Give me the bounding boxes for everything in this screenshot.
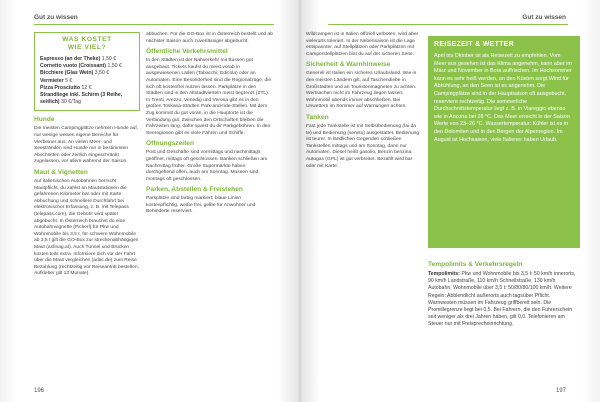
reisezeit-heading: REISEZEIT & WETTER [434, 41, 515, 48]
section-text-maut: Auf italienischen Autobahnen herrscht Mautpflicht, du zahlst an Mautstationen die gefahrenen Kilometer bar oder mit Karte. Abbuchung und schnellere Durchfahrt bei elektronischer Erfassung, z. B. mit Telepass (telepass.com), die Gebühr wird später abgebucht. In Österreich brauchst du eine Autobahnvignette (Pickerl) für Pkw und Wohnmobile bis 3,5 t, für schwere Wohnmobile ab 3,5 t gilt die GO-Box zur streckenabhängigen Maut (asfinag.at). Auch Tunnel und Brücken kosten teils extra. Informiere dich vor der Fahrt über die Maut vergleichen (adac.de) zum Reise. Bezahlung (rechtzeitig vor Reiseantritt bestellen, Aufkleber gilt 12 Monate). [34, 178, 139, 277]
tempo-lead: Tempolimits: [428, 271, 460, 277]
section-heading-hunde: Hunde [34, 116, 55, 124]
section-text-tempo [428, 271, 580, 329]
price-box-title [40, 36, 134, 52]
price-item [40, 92, 134, 106]
price-item [40, 56, 134, 63]
price-item [40, 85, 134, 92]
price-item [40, 78, 134, 85]
section-heading-tanken: Tanken [306, 113, 329, 121]
price-box [34, 32, 140, 111]
price-item-label: Pizza Prosciutto [40, 84, 81, 91]
section-text-parken: Parkplätze sind farbig markiert: blaue Linien kostenpflichtig, weiße frei, gelbe für Anwohner und Behinderte reserviert. [146, 196, 256, 215]
price-item-value: 5 € [65, 77, 73, 84]
section-heading-oeffnung: Öffnungszeiten [146, 140, 194, 148]
running-head: Gut zu wissen [34, 14, 78, 21]
price-item-label: Espresso (an der Theke) [40, 56, 101, 62]
section-heading-maut: Maut & Vignetten [34, 168, 88, 176]
page-number: 196 [34, 388, 45, 394]
running-head: Gut zu wissen [522, 14, 566, 21]
section-text-oeffnung: Post und Geschäfte sind vormittags und nachmittags geöffnet, mittags oft geschlossen. Banken schließen am Nachmittag früher. Große Supermärkte haben durchgehend offen, auch am Sonntag. Museen sind montags oft geschlossen. [146, 150, 268, 182]
price-item-value: 3,50 € [94, 70, 110, 77]
column-intro-text: abbuchen. Für die GO-Box ist in Österreich bestellt und ab nächster Saison auch zuverlässiger abgebucht. [146, 32, 273, 44]
price-item-label: Cornetto vuoto (Croissant) [40, 63, 106, 70]
section-heading-verkehr: Öffentliche Verkehrsmittel [146, 48, 228, 56]
price-box-title-line-1: WAS KOSTET [62, 36, 112, 43]
section-text-hunde: Die meisten Campingplätze nehmen Hunde auf, nur wenige weisen eigene Bereiche für Vierbeiner aus. An vielen Meer- und Seestränden sind Hunde nur in bestimmten Abschnitten oder zeitlich eingeschränkt zugelassen, vor allem während der Saison. [34, 126, 139, 165]
price-item-value: 1,50 € [101, 56, 117, 62]
reisezeit-text: April bis Oktober ist als Reisezeit zu empfehlen. Vom Meer aus gesehen ist das Klima angenehm, kann aber im März und November in Bora auffrischen. Im Hochsommer kann es sehr heiß werden, an den Küsten sorgt Wind für Abkühlung, an den Seen ist es angenehm. Die Campingplätze sind in der Hauptsaison oft ausgebucht, reserviere rechtzeitig. Die sommerliche Durchschnittstemperatur liegt z. B. in Viareggio ebenso wie in Ancona bei 28 °C. Das Meer erreicht in der Saison Werte von 23–26 °C. Wassertemperatur: Kühler ist es in den Dolomiten und in den Bergen der Alpenregion. Im August ist Hochsaison, viele Italiener haben Urlaub. [434, 53, 572, 143]
left-column-1 [34, 32, 140, 281]
header-rule [328, 24, 568, 25]
reisezeit-box [428, 36, 580, 248]
section-heading-sicherheit: Sicherheit & Warnhinweise [306, 61, 391, 69]
price-item-value: 30 €/Tag [61, 99, 81, 106]
page-number: 197 [555, 388, 566, 394]
header-rule [34, 24, 274, 25]
left-column-2 [146, 32, 274, 219]
price-box-title-line-2: WIE VIEL? [67, 44, 107, 51]
price-item-value: 12 € [81, 84, 92, 91]
right-page [302, 0, 600, 402]
section-text-verkehr: In den Städten ist der Nahverkehr mit Bussen gut ausgebaut. Tickets kaufst du meist vorab in ausgewiesenen Läden (Tabacchi, Edicola) oder an Automaten. Eine Besonderheit sind die Regionalzüge, die sich oft kostenfrei nutzen lassen. Parkplätze in den Städten sind in den Altstadtvierteln meist begrenzt (ZTL). In Trenti, Arezzo, Venedig und Verona gibt es in den großen Toskana-Städten Park-and-ride-Stellen. Mit dem Zug kommst du gut voran, in die Hauptorte ist die Verbindung gut. Zwischen den Ortschaften bleiben die Fahrzeiten lang, dafür sparst du dir Parkgebühren. In den Seeregionen gibt es viele Fähren und Schiffe. [146, 58, 272, 136]
price-item-label: Strandliege inkl. Schirm (3 Reihe, seitlich) [40, 92, 123, 106]
tempo-body: Pkw und Wohnmobile bis 3,5 t: 50 km/h innerorts, 90 km/h Landstraße, 110 km/h Schnellstraße, 130 km/h Autobahn. Wohnmobile über 3,5 t: 50/80/80/100 km/h. Weitere Regeln: Abblendlicht außerorts auch tagsüber Pflicht. Warnwesten müssen im Fahrzeug griffbereit sein. Die Promillegrenze liegt bei 0,5. Bei Fahrern, die den Führerschein seit weniger als drei Jahren haben, gilt 0,0. Telefonieren am Steuer nur mit Freisprecheinrichtung. [428, 271, 576, 328]
price-item-label: Vermieter [40, 77, 64, 84]
price-item [40, 70, 134, 77]
column-intro-text: Wildcampen ist in Italien offiziell verboten, wird aber vielerorts toleriert. In der Nebensaison ist die Lage entspannter, auf Stellplätzen oder Parkplätzen mit Camperstellplätzen bist du auf der sicheren Seite. [306, 32, 419, 57]
tempo-section [428, 258, 580, 329]
section-heading-parken: Parken, Abstellen & Freistehen [146, 186, 243, 194]
left-page [0, 0, 298, 402]
price-item-value: 1,50 € [107, 63, 122, 70]
section-heading-tempo: Tempolimits & Verkehrsregeln [428, 261, 523, 268]
section-text-sicherheit: Generell ist Italien ein sicheres Urlaubsland. Wie in den meisten Ländern gilt, auf Taschendiebe in Großstädten und an Touristenmagneten zu achten. Wertsachen nicht im Fahrzeug liegen lassen, Wohnmobil abends immer abschließen. Bei Unwettern im Sommer auf Warnungen achten. [306, 71, 417, 110]
right-column-1 [306, 32, 422, 173]
price-item [40, 63, 134, 70]
price-item-label: Bicchiere (Glas Wein) [40, 70, 94, 77]
section-text-tanken: Fast jede Tankstelle ist mit Selbstbedienung (fai da te) und Bedienung (servito) ausgestattet, Bedienung ist teurer. In ländlichen Gegenden schließen Tankstellen mittags und am Sonntag, dann nur Automaten. Diesel heißt gasolio, Benzin benzina. Autogas (GPL) ist gut verbreitet. Bezahlt wird bar oder mit Karte. [306, 123, 420, 169]
